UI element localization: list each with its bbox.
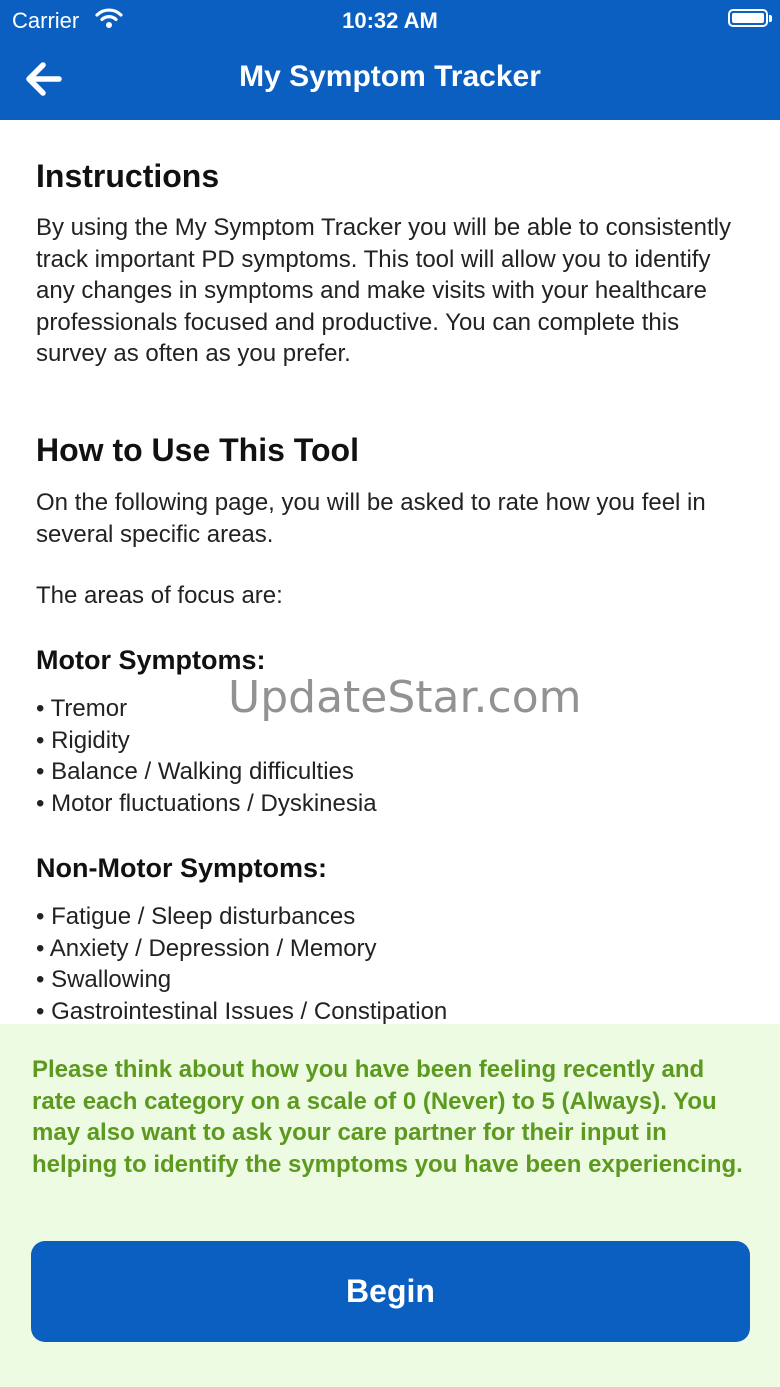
list-item: • Balance / Walking difficulties [36, 756, 377, 788]
battery-icon [728, 9, 768, 27]
list-item: • Rigidity [36, 725, 377, 757]
carrier-label: Carrier [12, 8, 80, 33]
app-header [0, 0, 780, 120]
how-to-use-text: On the following page, you will be asked to rate how you feel in several specific areas. [36, 489, 706, 548]
instructions-heading: Instructions [36, 158, 220, 194]
page-title: My Symptom Tracker [239, 60, 541, 93]
watermark: UpdateStar.com [228, 672, 582, 723]
begin-button[interactable] [31, 1241, 750, 1342]
rating-instructions-note: Please think about how you have been feeling recently and rate each category on a scale of 0 (Never) to 5 (Always). You may also want to ask your care partner for their input in helping to identify the symptoms you have been experiencing. [32, 1056, 743, 1178]
status-time: 10:32 AM [342, 8, 438, 33]
list-item: • Swallowing [36, 964, 447, 996]
list-item: • Anxiety / Depression / Memory [36, 933, 447, 965]
areas-of-focus-text: The areas of focus are: [36, 582, 283, 609]
list-item: • Gastrointestinal Issues / Constipation [36, 996, 447, 1028]
begin-button-label: Begin [346, 1273, 435, 1309]
non-motor-symptoms-list [36, 901, 447, 1027]
list-item: • Motor fluctuations / Dyskinesia [36, 788, 377, 820]
status-bar [0, 0, 780, 40]
bottom-panel [0, 1024, 780, 1387]
motor-symptoms-heading: Motor Symptoms: [36, 645, 266, 675]
how-to-use-heading: How to Use This Tool [36, 432, 359, 468]
list-item: • Tremor [36, 693, 377, 725]
nav-bar [0, 40, 780, 120]
instructions-text: By using the My Symptom Tracker you will be able to consistently track important PD symptoms. This tool will allow you to identify any changes in symptoms and make visits with your healthcare professionals focused and productive. You can complete this survey as often as you prefer. [36, 214, 731, 367]
list-item: • Fatigue / Sleep disturbances [36, 901, 447, 933]
non-motor-symptoms-heading: Non-Motor Symptoms: [36, 853, 327, 883]
